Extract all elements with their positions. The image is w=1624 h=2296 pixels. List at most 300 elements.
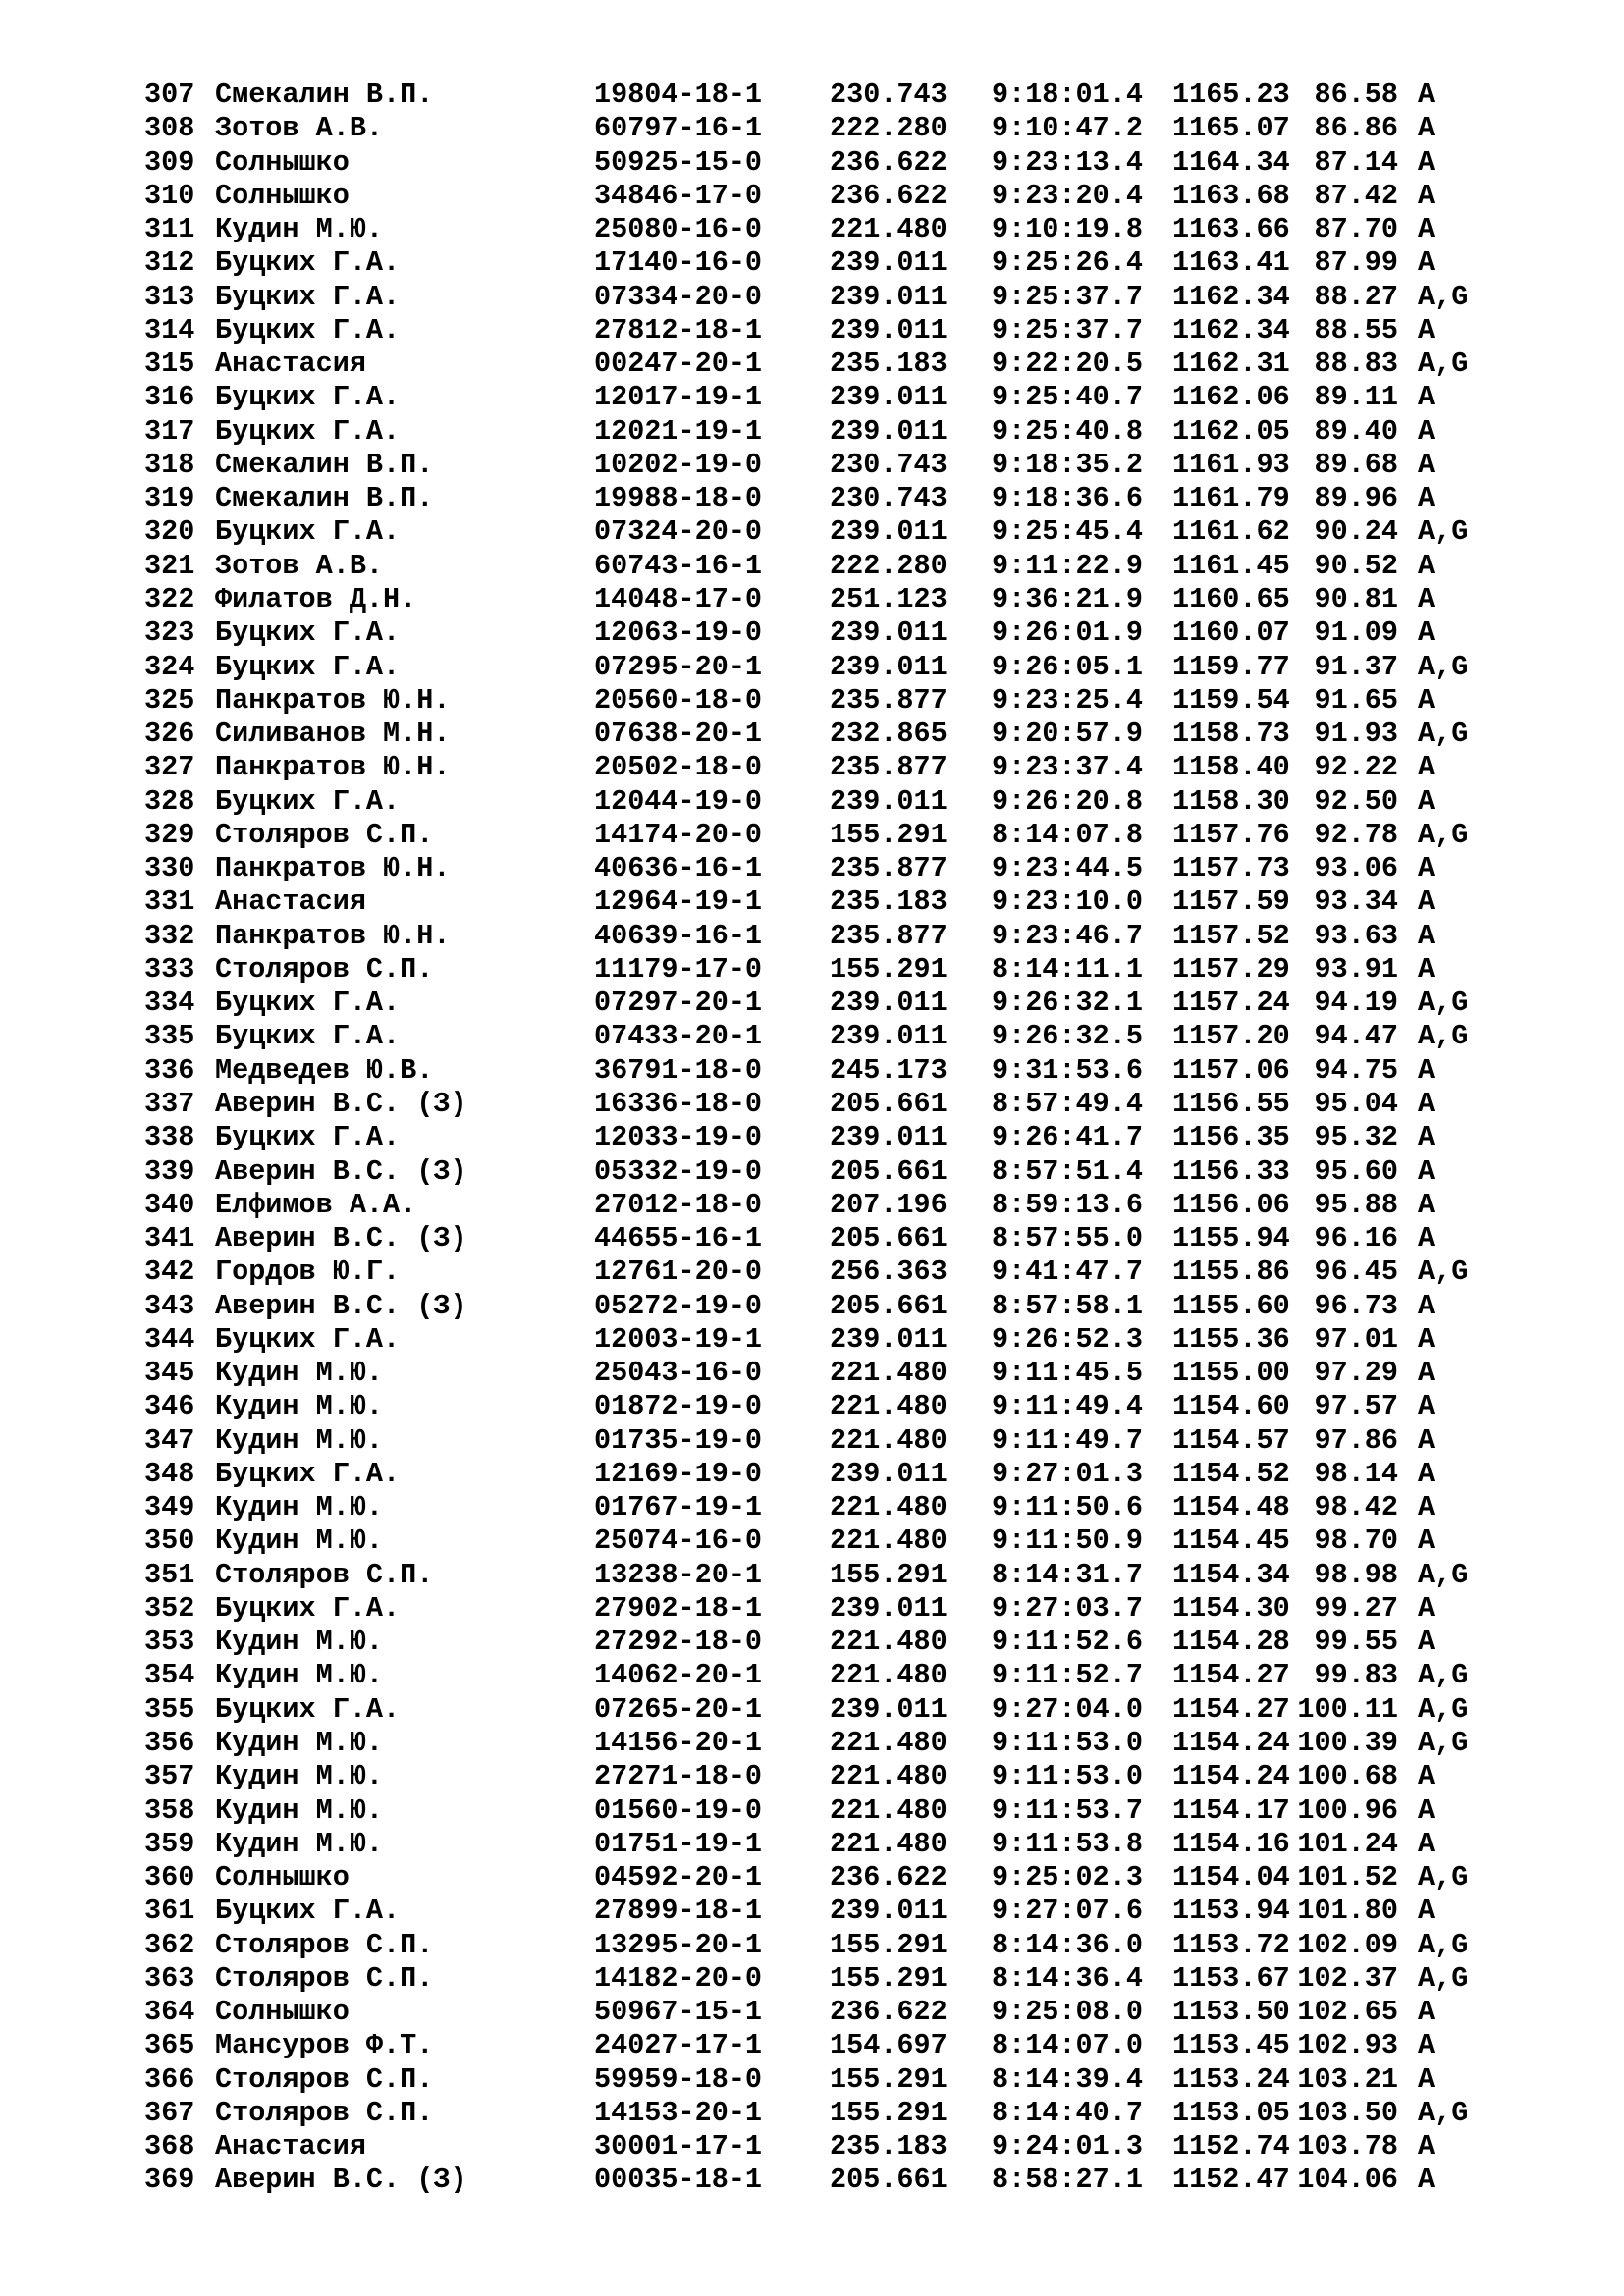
score: 88.55 [1314,313,1398,347]
row-number: 363 [144,1961,195,1995]
ring-number: 25074-16-0 [594,1524,763,1558]
flags: A [1418,1154,1435,1188]
flags: A,G [1418,987,1469,1020]
speed: 1155.94 [1172,1222,1290,1255]
row-number: 324 [144,650,195,683]
ring-number: 44655-16-1 [594,1222,763,1255]
fancier-name: Аверин В.С. (З) [215,1222,467,1255]
ring-number: 07433-20-1 [594,1020,763,1053]
row-number: 331 [144,885,195,919]
distance: 235.877 [830,683,947,717]
row-number: 325 [144,683,195,717]
fancier-name: Аверин В.С. (З) [215,1289,467,1322]
row-number: 345 [144,1357,195,1390]
distance: 239.011 [830,381,947,414]
score: 104.06 [1297,2163,1398,2197]
score: 100.11 [1297,1692,1398,1726]
flags: A [1418,2062,1435,2096]
arrival-time: 9:11:53.8 [992,1827,1143,1860]
row-number: 348 [144,1457,195,1490]
flags: A,G [1418,650,1469,683]
row-number: 357 [144,1760,195,1793]
speed: 1154.34 [1172,1558,1290,1591]
row-number: 349 [144,1491,195,1524]
row-number: 323 [144,616,195,650]
row-number: 360 [144,1861,195,1895]
row-number: 319 [144,482,195,515]
ring-number: 24027-17-1 [594,2029,763,2062]
distance: 207.196 [830,1188,947,1221]
speed: 1154.28 [1172,1626,1290,1659]
score: 97.29 [1314,1357,1398,1390]
arrival-time: 9:23:10.0 [992,885,1143,919]
fancier-name: Буцких Г.А. [215,1322,401,1356]
distance: 205.661 [830,1087,947,1120]
flags: A [1418,1222,1435,1255]
speed: 1164.34 [1172,145,1290,179]
row-number: 328 [144,784,195,818]
row-number: 315 [144,347,195,381]
distance: 155.291 [830,1558,947,1591]
flags: A [1418,1188,1435,1221]
fancier-name: Зотов А.В. [215,549,384,582]
arrival-time: 9:41:47.7 [992,1255,1143,1289]
flags: A [1418,145,1435,179]
speed: 1154.30 [1172,1591,1290,1625]
speed: 1161.45 [1172,549,1290,582]
row-number: 365 [144,2029,195,2062]
row-number: 347 [144,1423,195,1457]
ring-number: 04592-20-1 [594,1861,763,1895]
score: 91.09 [1314,616,1398,650]
ring-number: 34846-17-0 [594,179,763,212]
fancier-name: Кудин М.Ю. [215,213,384,246]
distance: 239.011 [830,987,947,1020]
row-number: 362 [144,1928,195,1961]
ring-number: 12017-19-1 [594,381,763,414]
arrival-time: 9:24:01.3 [992,2130,1143,2163]
arrival-time: 9:11:45.5 [992,1357,1143,1390]
row-number: 340 [144,1188,195,1221]
distance: 236.622 [830,1861,947,1895]
arrival-time: 9:25:26.4 [992,246,1143,280]
ring-number: 20502-18-0 [594,751,763,784]
row-number: 322 [144,582,195,615]
flags: A [1418,213,1435,246]
arrival-time: 9:27:04.0 [992,1692,1143,1726]
distance: 239.011 [830,313,947,347]
fancier-name: Панкратов Ю.Н. [215,852,451,885]
arrival-time: 9:23:25.4 [992,683,1143,717]
arrival-time: 9:25:02.3 [992,1861,1143,1895]
ring-number: 12021-19-1 [594,414,763,448]
fancier-name: Столяров С.П. [215,1558,434,1591]
flags: A [1418,2130,1435,2163]
row-number: 359 [144,1827,195,1860]
score: 97.57 [1314,1390,1398,1423]
speed: 1163.68 [1172,179,1290,212]
row-number: 318 [144,448,195,481]
score: 99.83 [1314,1659,1398,1692]
speed: 1162.34 [1172,280,1290,313]
score: 100.96 [1297,1793,1398,1827]
fancier-name: Буцких Г.А. [215,616,401,650]
speed: 1157.06 [1172,1053,1290,1087]
flags: A [1418,549,1435,582]
arrival-time: 9:25:45.4 [992,515,1143,549]
row-number: 311 [144,213,195,246]
row-number: 350 [144,1524,195,1558]
fancier-name: Солнышко [215,1861,350,1895]
speed: 1155.36 [1172,1322,1290,1356]
speed: 1152.47 [1172,2163,1290,2197]
flags: A [1418,1827,1435,1860]
arrival-time: 9:31:53.6 [992,1053,1143,1087]
fancier-name: Силиванов М.Н. [215,718,451,751]
speed: 1153.72 [1172,1928,1290,1961]
speed: 1156.06 [1172,1188,1290,1221]
speed: 1154.17 [1172,1793,1290,1827]
flags: A,G [1418,1727,1469,1760]
score: 91.93 [1314,718,1398,751]
flags: A [1418,683,1435,717]
score: 101.80 [1297,1895,1398,1928]
distance: 154.697 [830,2029,947,2062]
arrival-time: 9:11:53.0 [992,1760,1143,1793]
row-number: 353 [144,1626,195,1659]
arrival-time: 9:25:08.0 [992,1996,1143,2029]
speed: 1159.54 [1172,683,1290,717]
speed: 1162.06 [1172,381,1290,414]
row-number: 313 [144,280,195,313]
arrival-time: 9:18:01.4 [992,79,1143,111]
distance: 235.183 [830,2130,947,2163]
ring-number: 27899-18-1 [594,1895,763,1928]
distance: 155.291 [830,952,947,986]
fancier-name: Буцких Г.А. [215,1457,401,1490]
speed: 1157.73 [1172,852,1290,885]
row-number: 314 [144,313,195,347]
fancier-name: Солнышко [215,1996,350,2029]
ring-number: 14048-17-0 [594,582,763,615]
flags: A [1418,952,1435,986]
fancier-name: Гордов Ю.Г. [215,1255,401,1289]
score: 103.21 [1297,2062,1398,2096]
distance: 235.877 [830,852,947,885]
fancier-name: Медведев Ю.В. [215,1053,434,1087]
ring-number: 05332-19-0 [594,1154,763,1188]
fancier-name: Столяров С.П. [215,952,434,986]
fancier-name: Буцких Г.А. [215,1692,401,1726]
distance: 155.291 [830,1928,947,1961]
score: 96.45 [1314,1255,1398,1289]
row-number: 317 [144,414,195,448]
fancier-name: Панкратов Ю.Н. [215,919,451,952]
speed: 1165.23 [1172,79,1290,111]
ring-number: 07297-20-1 [594,987,763,1020]
ring-number: 30001-17-1 [594,2130,763,2163]
fancier-name: Панкратов Ю.Н. [215,751,451,784]
arrival-time: 9:36:21.9 [992,582,1143,615]
fancier-name: Буцких Г.А. [215,1591,401,1625]
speed: 1156.55 [1172,1087,1290,1120]
distance: 236.622 [830,179,947,212]
fancier-name: Кудин М.Ю. [215,1390,384,1423]
score: 90.52 [1314,549,1398,582]
score: 92.78 [1314,818,1398,851]
score: 87.14 [1314,145,1398,179]
speed: 1152.74 [1172,2130,1290,2163]
ring-number: 36791-18-0 [594,1053,763,1087]
fancier-name: Аверин В.С. (З) [215,2163,467,2197]
distance: 155.291 [830,2096,947,2129]
row-number: 343 [144,1289,195,1322]
fancier-name: Кудин М.Ю. [215,1727,384,1760]
arrival-time: 9:10:47.2 [992,112,1143,145]
flags: A,G [1418,2096,1469,2129]
speed: 1155.86 [1172,1255,1290,1289]
ring-number: 12169-19-0 [594,1457,763,1490]
arrival-time: 9:11:52.6 [992,1626,1143,1659]
speed: 1162.31 [1172,347,1290,381]
speed: 1160.07 [1172,616,1290,650]
arrival-time: 9:23:44.5 [992,852,1143,885]
score: 89.96 [1314,482,1398,515]
flags: A [1418,1524,1435,1558]
ring-number: 20560-18-0 [594,683,763,717]
ring-number: 16336-18-0 [594,1087,763,1120]
arrival-time: 9:11:50.6 [992,1491,1143,1524]
ring-number: 01560-19-0 [594,1793,763,1827]
flags: A [1418,1895,1435,1928]
arrival-time: 9:25:40.7 [992,381,1143,414]
row-number: 335 [144,1020,195,1053]
row-number: 308 [144,112,195,145]
score: 91.37 [1314,650,1398,683]
distance: 221.480 [830,1827,947,1860]
distance: 221.480 [830,1423,947,1457]
fancier-name: Мансуров Ф.Т. [215,2029,434,2062]
ring-number: 01767-19-1 [594,1491,763,1524]
flags: A [1418,1793,1435,1827]
fancier-name: Буцких Г.А. [215,246,401,280]
arrival-time: 9:25:37.7 [992,313,1143,347]
arrival-time: 9:11:49.4 [992,1390,1143,1423]
score: 89.68 [1314,448,1398,481]
fancier-name: Столяров С.П. [215,818,434,851]
row-number: 329 [144,818,195,851]
score: 97.86 [1314,1423,1398,1457]
distance: 236.622 [830,145,947,179]
flags: A [1418,246,1435,280]
speed: 1157.20 [1172,1020,1290,1053]
arrival-time: 9:10:19.8 [992,213,1143,246]
arrival-time: 8:14:31.7 [992,1558,1143,1591]
speed: 1163.66 [1172,213,1290,246]
distance: 230.743 [830,79,947,111]
ring-number: 01735-19-0 [594,1423,763,1457]
speed: 1159.77 [1172,650,1290,683]
ring-number: 27271-18-0 [594,1760,763,1793]
flags: A,G [1418,818,1469,851]
speed: 1153.05 [1172,2096,1290,2129]
fancier-name: Буцких Г.А. [215,784,401,818]
ring-number: 11179-17-0 [594,952,763,986]
fancier-name: Елфимов А.А. [215,1188,417,1221]
distance: 239.011 [830,616,947,650]
arrival-time: 8:14:39.4 [992,2062,1143,2096]
row-number: 330 [144,852,195,885]
distance: 239.011 [830,1895,947,1928]
distance: 235.877 [830,919,947,952]
flags: A [1418,1626,1435,1659]
score: 102.65 [1297,1996,1398,2029]
speed: 1156.35 [1172,1121,1290,1154]
row-number: 336 [144,1053,195,1087]
score: 95.88 [1314,1188,1398,1221]
distance: 230.743 [830,448,947,481]
ring-number: 14062-20-1 [594,1659,763,1692]
speed: 1154.27 [1172,1659,1290,1692]
row-number: 321 [144,549,195,582]
distance: 239.011 [830,1020,947,1053]
ring-number: 40639-16-1 [594,919,763,952]
speed: 1163.41 [1172,246,1290,280]
score: 102.09 [1297,1928,1398,1961]
score: 98.70 [1314,1524,1398,1558]
ring-number: 00035-18-1 [594,2163,763,2197]
ring-number: 25080-16-0 [594,213,763,246]
speed: 1161.93 [1172,448,1290,481]
fancier-name: Анастасия [215,2130,366,2163]
distance: 235.183 [830,885,947,919]
ring-number: 59959-18-0 [594,2062,763,2096]
distance: 155.291 [830,818,947,851]
flags: A,G [1418,1692,1469,1726]
flags: A [1418,1053,1435,1087]
flags: A [1418,582,1435,615]
flags: A [1418,1760,1435,1793]
score: 102.93 [1297,2029,1398,2062]
row-number: 312 [144,246,195,280]
score: 86.58 [1314,79,1398,111]
flags: A,G [1418,1961,1469,1995]
fancier-name: Буцких Г.А. [215,1895,401,1928]
score: 98.98 [1314,1558,1398,1591]
fancier-name: Кудин М.Ю. [215,1423,384,1457]
arrival-time: 8:57:51.4 [992,1154,1143,1188]
distance: 205.661 [830,1154,947,1188]
fancier-name: Столяров С.П. [215,2096,434,2129]
arrival-time: 8:14:40.7 [992,2096,1143,2129]
fancier-name: Панкратов Ю.Н. [215,683,451,717]
speed: 1158.73 [1172,718,1290,751]
speed: 1154.24 [1172,1727,1290,1760]
arrival-time: 9:26:32.5 [992,1020,1143,1053]
score: 96.73 [1314,1289,1398,1322]
arrival-time: 9:23:37.4 [992,751,1143,784]
fancier-name: Смекалин В.П. [215,79,434,111]
flags: A [1418,448,1435,481]
fancier-name: Зотов А.В. [215,112,384,145]
ring-number: 05272-19-0 [594,1289,763,1322]
speed: 1160.65 [1172,582,1290,615]
row-number: 337 [144,1087,195,1120]
speed: 1157.24 [1172,987,1290,1020]
arrival-time: 9:11:49.7 [992,1423,1143,1457]
flags: A [1418,919,1435,952]
fancier-name: Анастасия [215,347,366,381]
arrival-time: 9:27:07.6 [992,1895,1143,1928]
flags: A,G [1418,1255,1469,1289]
ring-number: 60743-16-1 [594,549,763,582]
flags: A [1418,2029,1435,2062]
speed: 1153.24 [1172,2062,1290,2096]
fancier-name: Буцких Г.А. [215,987,401,1020]
row-number: 320 [144,515,195,549]
score: 92.50 [1314,784,1398,818]
distance: 239.011 [830,650,947,683]
row-number: 369 [144,2163,195,2197]
score: 100.68 [1297,1760,1398,1793]
arrival-time: 9:26:20.8 [992,784,1143,818]
speed: 1161.62 [1172,515,1290,549]
speed: 1157.76 [1172,818,1290,851]
arrival-time: 9:22:20.5 [992,347,1143,381]
fancier-name: Смекалин В.П. [215,448,434,481]
score: 98.42 [1314,1491,1398,1524]
speed: 1158.40 [1172,751,1290,784]
ring-number: 40636-16-1 [594,852,763,885]
speed: 1155.60 [1172,1289,1290,1322]
flags: A [1418,1423,1435,1457]
row-number: 339 [144,1154,195,1188]
arrival-time: 8:14:36.0 [992,1928,1143,1961]
arrival-time: 9:11:53.7 [992,1793,1143,1827]
ring-number: 14156-20-1 [594,1727,763,1760]
flags: A,G [1418,1558,1469,1591]
arrival-time: 9:23:20.4 [992,179,1143,212]
score: 94.19 [1314,987,1398,1020]
distance: 205.661 [830,1222,947,1255]
score: 99.27 [1314,1591,1398,1625]
arrival-time: 8:14:11.1 [992,952,1143,986]
score: 94.75 [1314,1053,1398,1087]
distance: 239.011 [830,784,947,818]
fancier-name: Кудин М.Ю. [215,1524,384,1558]
flags: A,G [1418,1928,1469,1961]
ring-number: 27902-18-1 [594,1591,763,1625]
fancier-name: Буцких Г.А. [215,1121,401,1154]
score: 88.27 [1314,280,1398,313]
flags: A [1418,112,1435,145]
ring-number: 01751-19-1 [594,1827,763,1860]
distance: 239.011 [830,246,947,280]
score: 94.47 [1314,1020,1398,1053]
arrival-time: 9:25:40.8 [992,414,1143,448]
speed: 1153.94 [1172,1895,1290,1928]
fancier-name: Буцких Г.А. [215,313,401,347]
score: 87.70 [1314,213,1398,246]
speed: 1153.67 [1172,1961,1290,1995]
row-number: 334 [144,987,195,1020]
ring-number: 00247-20-1 [594,347,763,381]
score: 93.06 [1314,852,1398,885]
distance: 221.480 [830,1357,947,1390]
fancier-name: Кудин М.Ю. [215,1357,384,1390]
arrival-time: 8:57:49.4 [992,1087,1143,1120]
score: 103.50 [1297,2096,1398,2129]
